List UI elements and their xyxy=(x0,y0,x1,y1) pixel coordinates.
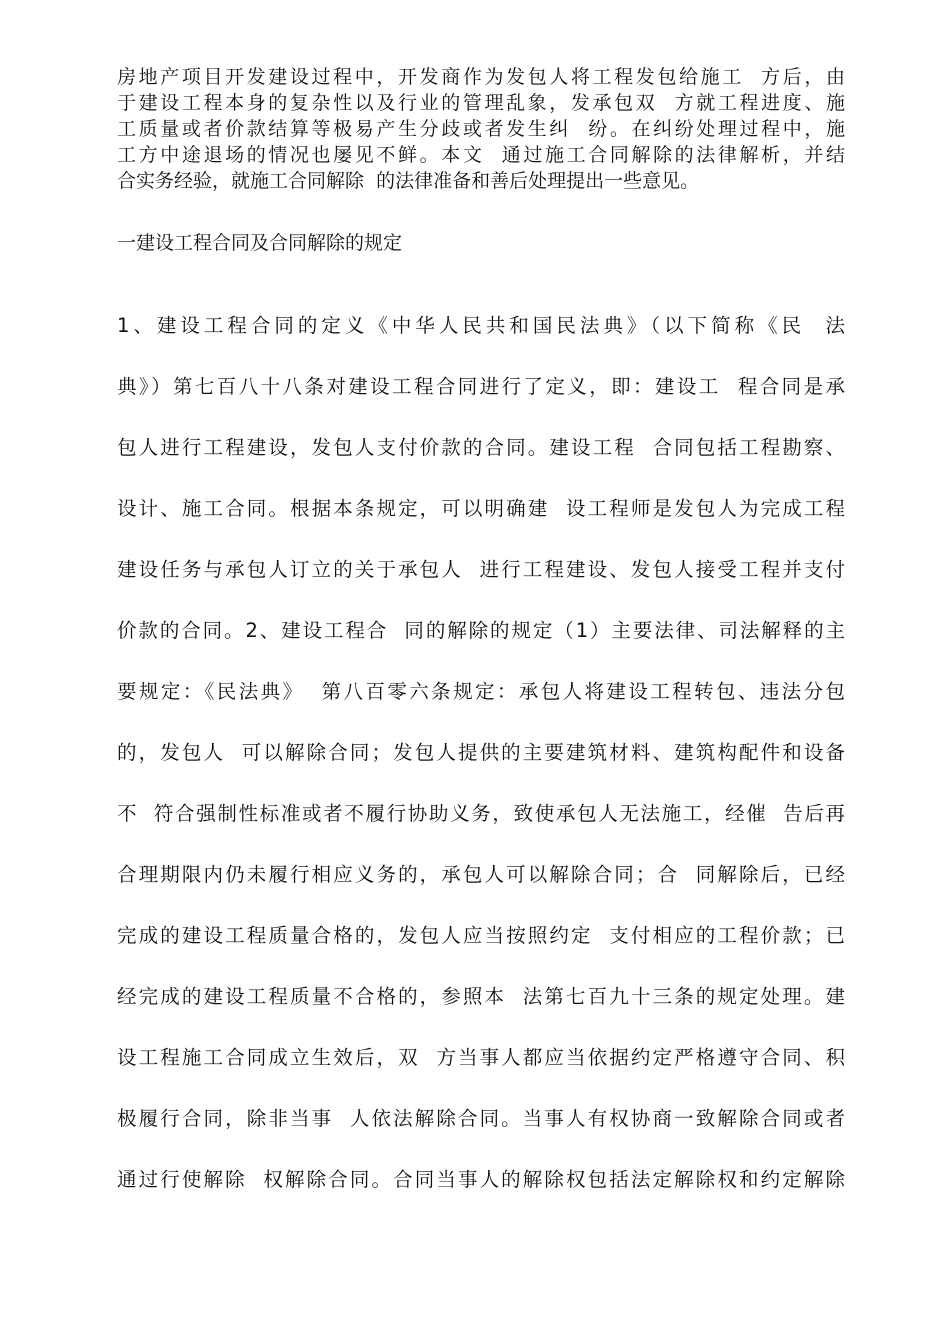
body-line: 典》）第七百八十八条对建设工程合同进行了定义，即：建设工 程合同是承 xyxy=(117,375,845,398)
intro-line: 工质量或者价款结算等极易产生分歧或者发生纠 纷。在纠纷处理过程中，施 xyxy=(117,118,845,140)
intro-line: 于建设工程本身的复杂性以及行业的管理乱象，发承包双 方就工程进度、施 xyxy=(117,92,845,114)
body-line: 设工程施工合同成立生效后，双 方当事人都应当依据约定严格遵守合同、积 xyxy=(117,1046,845,1069)
body-line: 合理期限内仍未履行相应义务的，承包人可以解除合同；合 同解除后，已经 xyxy=(117,863,845,886)
body-line: 完成的建设工程质量合格的，发包人应当按照约定 支付相应的工程价款；已 xyxy=(117,924,845,947)
body-line: 价款的合同。2、建设工程合 同的解除的规定（1）主要法律、司法解释的主 xyxy=(117,619,845,642)
section-heading: 一建设工程合同及合同解除的规定 xyxy=(117,232,403,254)
body-line: 要规定：《民法典》 第八百零六条规定：承包人将建设工程转包、违法分包 xyxy=(117,680,845,703)
body-line: 通过行使解除 权解除合同。合同当事人的解除权包括法定解除权和约定解除 xyxy=(117,1168,845,1191)
body-line: 包人进行工程建设，发包人支付价款的合同。建设工程 合同包括工程勘察、 xyxy=(117,436,845,459)
body-line: 极履行合同，除非当事 人依法解除合同。当事人有权协商一致解除合同或者 xyxy=(117,1107,845,1130)
body-line: 1、建设工程合同的定义《中华人民共和国民法典》（以下简称《民 法 xyxy=(117,314,845,337)
body-line: 经完成的建设工程质量不合格的，参照本 法第七百九十三条的规定处理。建 xyxy=(117,985,845,1008)
body-line: 设计、施工合同。根据本条规定，可以明确建 设工程师是发包人为完成工程 xyxy=(117,497,845,520)
intro-line: 合实务经验，就施工合同解除 的法律准备和善后处理提出一些意见。 xyxy=(117,170,700,192)
intro-line: 房地产项目开发建设过程中，开发商作为发包人将工程发包给施工 方后，由 xyxy=(117,66,845,88)
body-line: 的，发包人 可以解除合同；发包人提供的主要建筑材料、建筑构配件和设备 xyxy=(117,741,845,764)
body-line: 不 符合强制性标准或者不履行协助义务，致使承包人无法施工，经催 告后再 xyxy=(117,802,845,825)
body-line: 建设任务与承包人订立的关于承包人 进行工程建设、发包人接受工程并支付 xyxy=(117,558,845,581)
intro-line: 工方中途退场的情况也屡见不鲜。本文 通过施工合同解除的法律解析，并结 xyxy=(117,144,845,166)
